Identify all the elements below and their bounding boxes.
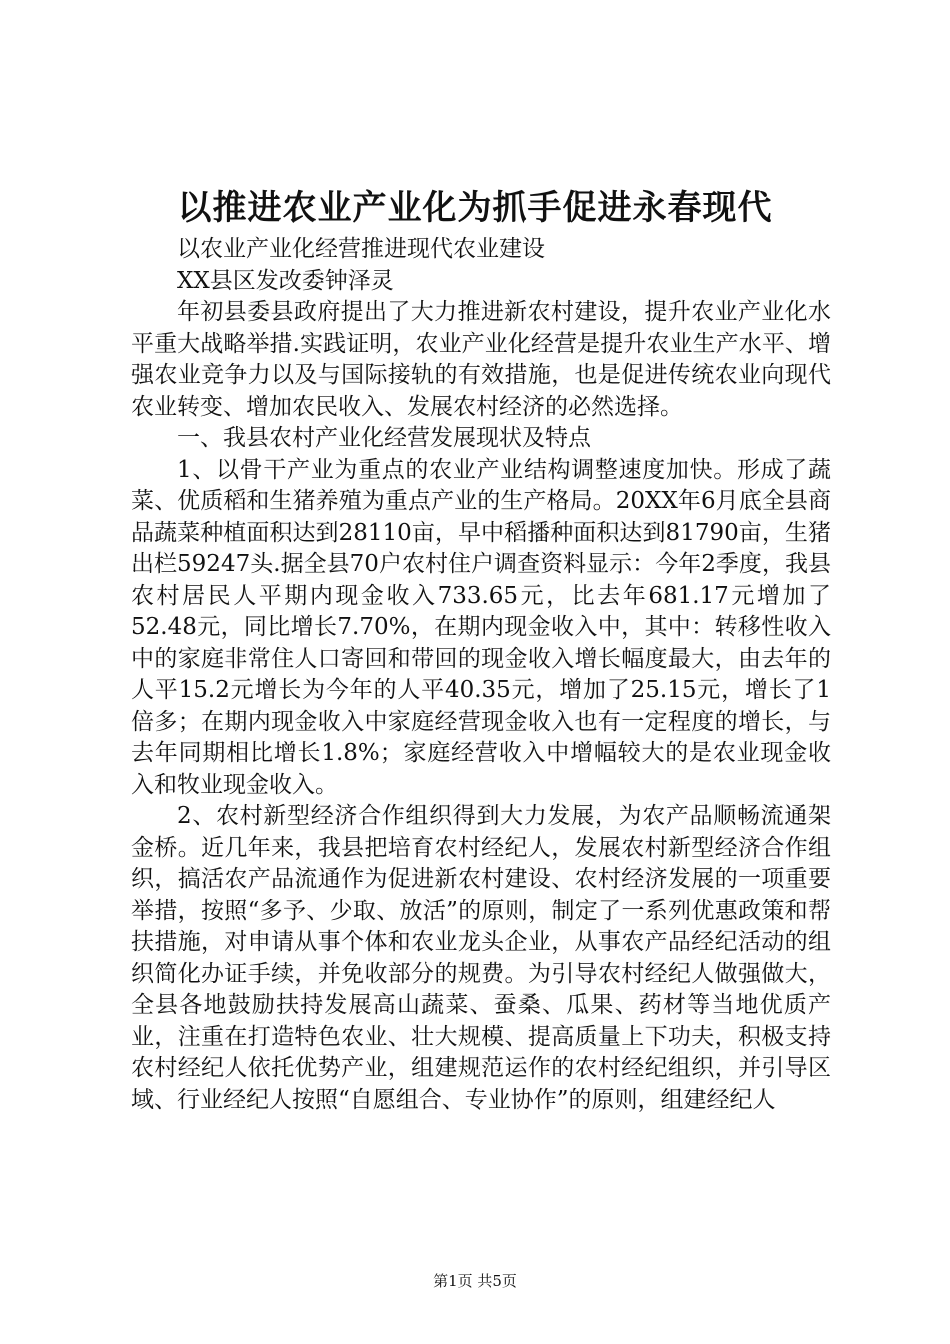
- document-body: [131, 234, 831, 1116]
- section-heading: 一、我县农村产业化经营发展现状及特点: [177, 425, 591, 451]
- paragraph-point-1: 1、以骨干产业为重点的农业产业结构调整速度加快。形成了蔬菜、优质稻和生猪养殖为重点产业的生产格局。20XX年6月底全县商品蔬菜种植面积达到28110亩，早中稻播种面积达到81790亩，生猪出栏59247头.据全县70户农村住户调查资料显示：今年2季度，我县农村居民人平期内现金收入733.65元，比去年681.17元增加了52.48元，同比增长7.70%，在期内现金收入中，其中：转移性收入中的家庭非常住人口寄回和带回的现金收入增长幅度最大，由去年的人平15.2元增长为今年的人平40.35元，增加了25.15元，增长了1倍多；在期内现金收入中家庭经营现金收入也有一定程度的增长，与去年同期相比增长1.8%；家庭经营收入中增幅较大的是农业现金收入和牧业现金收入。: [131, 456, 831, 798]
- page-number: 第1页 共5页: [433, 1272, 517, 1290]
- document-title: 以推进农业产业化为抓手促进永春现代: [177, 188, 773, 228]
- paragraph-point-2: 2、农村新型经济合作组织得到大力发展，为农产品顺畅流通架金桥。近几年来，我县把培育农村经纪人，发展农村新型经济合作组织，搞活农产品流通作为促进新农村建设、农村经济发展的一项重要举措，按照“多予、少取、放活”的原则，制定了一系列优惠政策和帮扶措施，对申请从事个体和农业龙头企业，从事农产品经纪活动的组织简化办证手续，并免收部分的规费。为引导农村经纪人做强做大，全县各地鼓励扶持发展高山蔬菜、蚕桑、瓜果、药材等当地优质产业，注重在打造特色农业、壮大规模、提高质量上下功夫，积极支持农村经纪人依托优势产业，组建规范运作的农村经纪组织，并引导区域、行业经纪人按照“自愿组合、专业协作”的原则，组建经纪人: [131, 803, 831, 1113]
- document-subtitle: 以农业产业化经营推进现代农业建设: [177, 236, 545, 262]
- paragraph-intro: 年初县委县政府提出了大力推进新农村建设，提升农业产业化水平重大战略举措.实践证明，农业产业化经营是提升农业生产水平、增强农业竞争力以及与国际接轨的有效措施，也是促进传统农业向现代农业转变、增加农民收入、发展农村经济的必然选择。: [131, 299, 831, 420]
- document-author: XX县区发改委钟泽灵: [177, 267, 394, 294]
